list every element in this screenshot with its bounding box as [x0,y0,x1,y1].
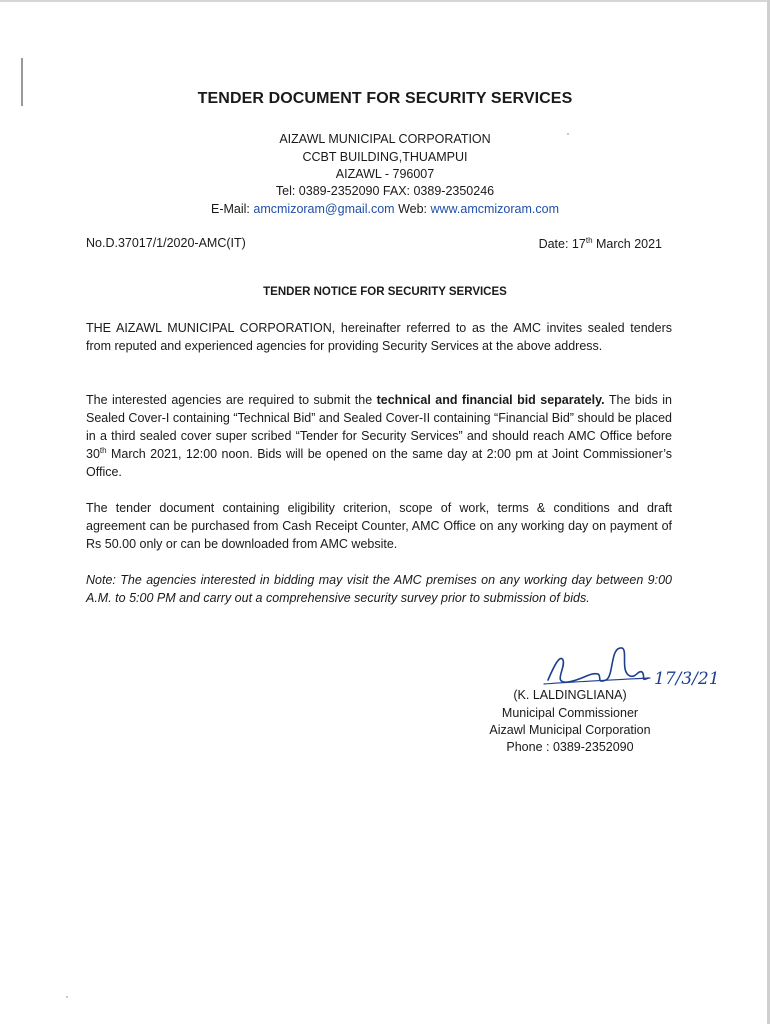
paragraph-bids [86,391,672,481]
bids-details: The bids in Sealed Cover-I containing “Technical Bid” and Sealed Cover-II containing “Financial Bid” should be placed in a third sealed cover super scribed “Tender for Security Services” and should reach AMC Office before 30 [86,393,672,461]
web-link[interactable]: www.amcmizoram.com [430,202,559,216]
header-phone-fax: Tel: 0389-2352090 FAX: 0389-2350246 [275,184,495,198]
signatory-designation: Municipal Commissioner [501,706,639,720]
date-suffix: th [585,236,593,245]
email-label: E-Mail: [211,202,250,216]
email-link[interactable]: amcmizoram@gmail.com [253,202,395,216]
paragraph-note: Note: The agencies interested in bidding may visit the AMC premises on any working day between 9:00 A.M. to 5:00 PM and carry out a comprehensive security survey prior to submission of bids. [86,573,672,605]
bids-emphasis: technical and financial bid separately. [376,393,605,407]
scan-edge [0,0,770,2]
document-title: TENDER DOCUMENT FOR SECURITY SERVICES [197,90,573,107]
signatory-name: (K. LALDINGLIANA) [513,688,627,702]
web-label: Web: [398,202,428,216]
signatory-phone: Phone : 0389-2352090 [506,740,634,754]
paragraph-intro: THE AIZAWL MUNICIPAL CORPORATION, hereinafter referred to as the AMC invites sealed tenders from reputed and experienced agencies for providing Security Services at the above address. [86,321,672,353]
date-rest: March 2021 [592,237,662,252]
header-city: AIZAWL - 796007 [335,167,435,181]
date-label: Date: 17 [538,237,586,252]
bids-end: March 2021, 12:00 noon. Bids will be opened on the same day at 2:00 pm at Joint Commissioner’s Office. [86,447,672,479]
bids-date-suffix: th [99,445,107,455]
notice-title: TENDER NOTICE FOR SECURITY SERVICES [263,286,507,298]
header-building: CCBT BUILDING,THUAMPUI [302,150,468,164]
paragraph-document: The tender document containing eligibility criterion, scope of work, terms & conditions and draft agreement can be purchased from Cash Receipt Counter, AMC Office on any working day on payment of Rs 50.00 only or can be downloaded from AMC website. [86,501,672,551]
document-date [539,236,662,251]
signature-date: 17/3/21 [654,669,720,689]
header-org: AIZAWL MUNICIPAL CORPORATION [279,132,491,146]
scan-speck [66,996,68,998]
signatory-organization: Aizawl Municipal Corporation [489,723,651,737]
bids-intro: The interested agencies are required to submit the [86,393,377,407]
reference-number: No.D.37017/1/2020-AMC(IT) [86,236,246,250]
header-contact [0,202,770,216]
